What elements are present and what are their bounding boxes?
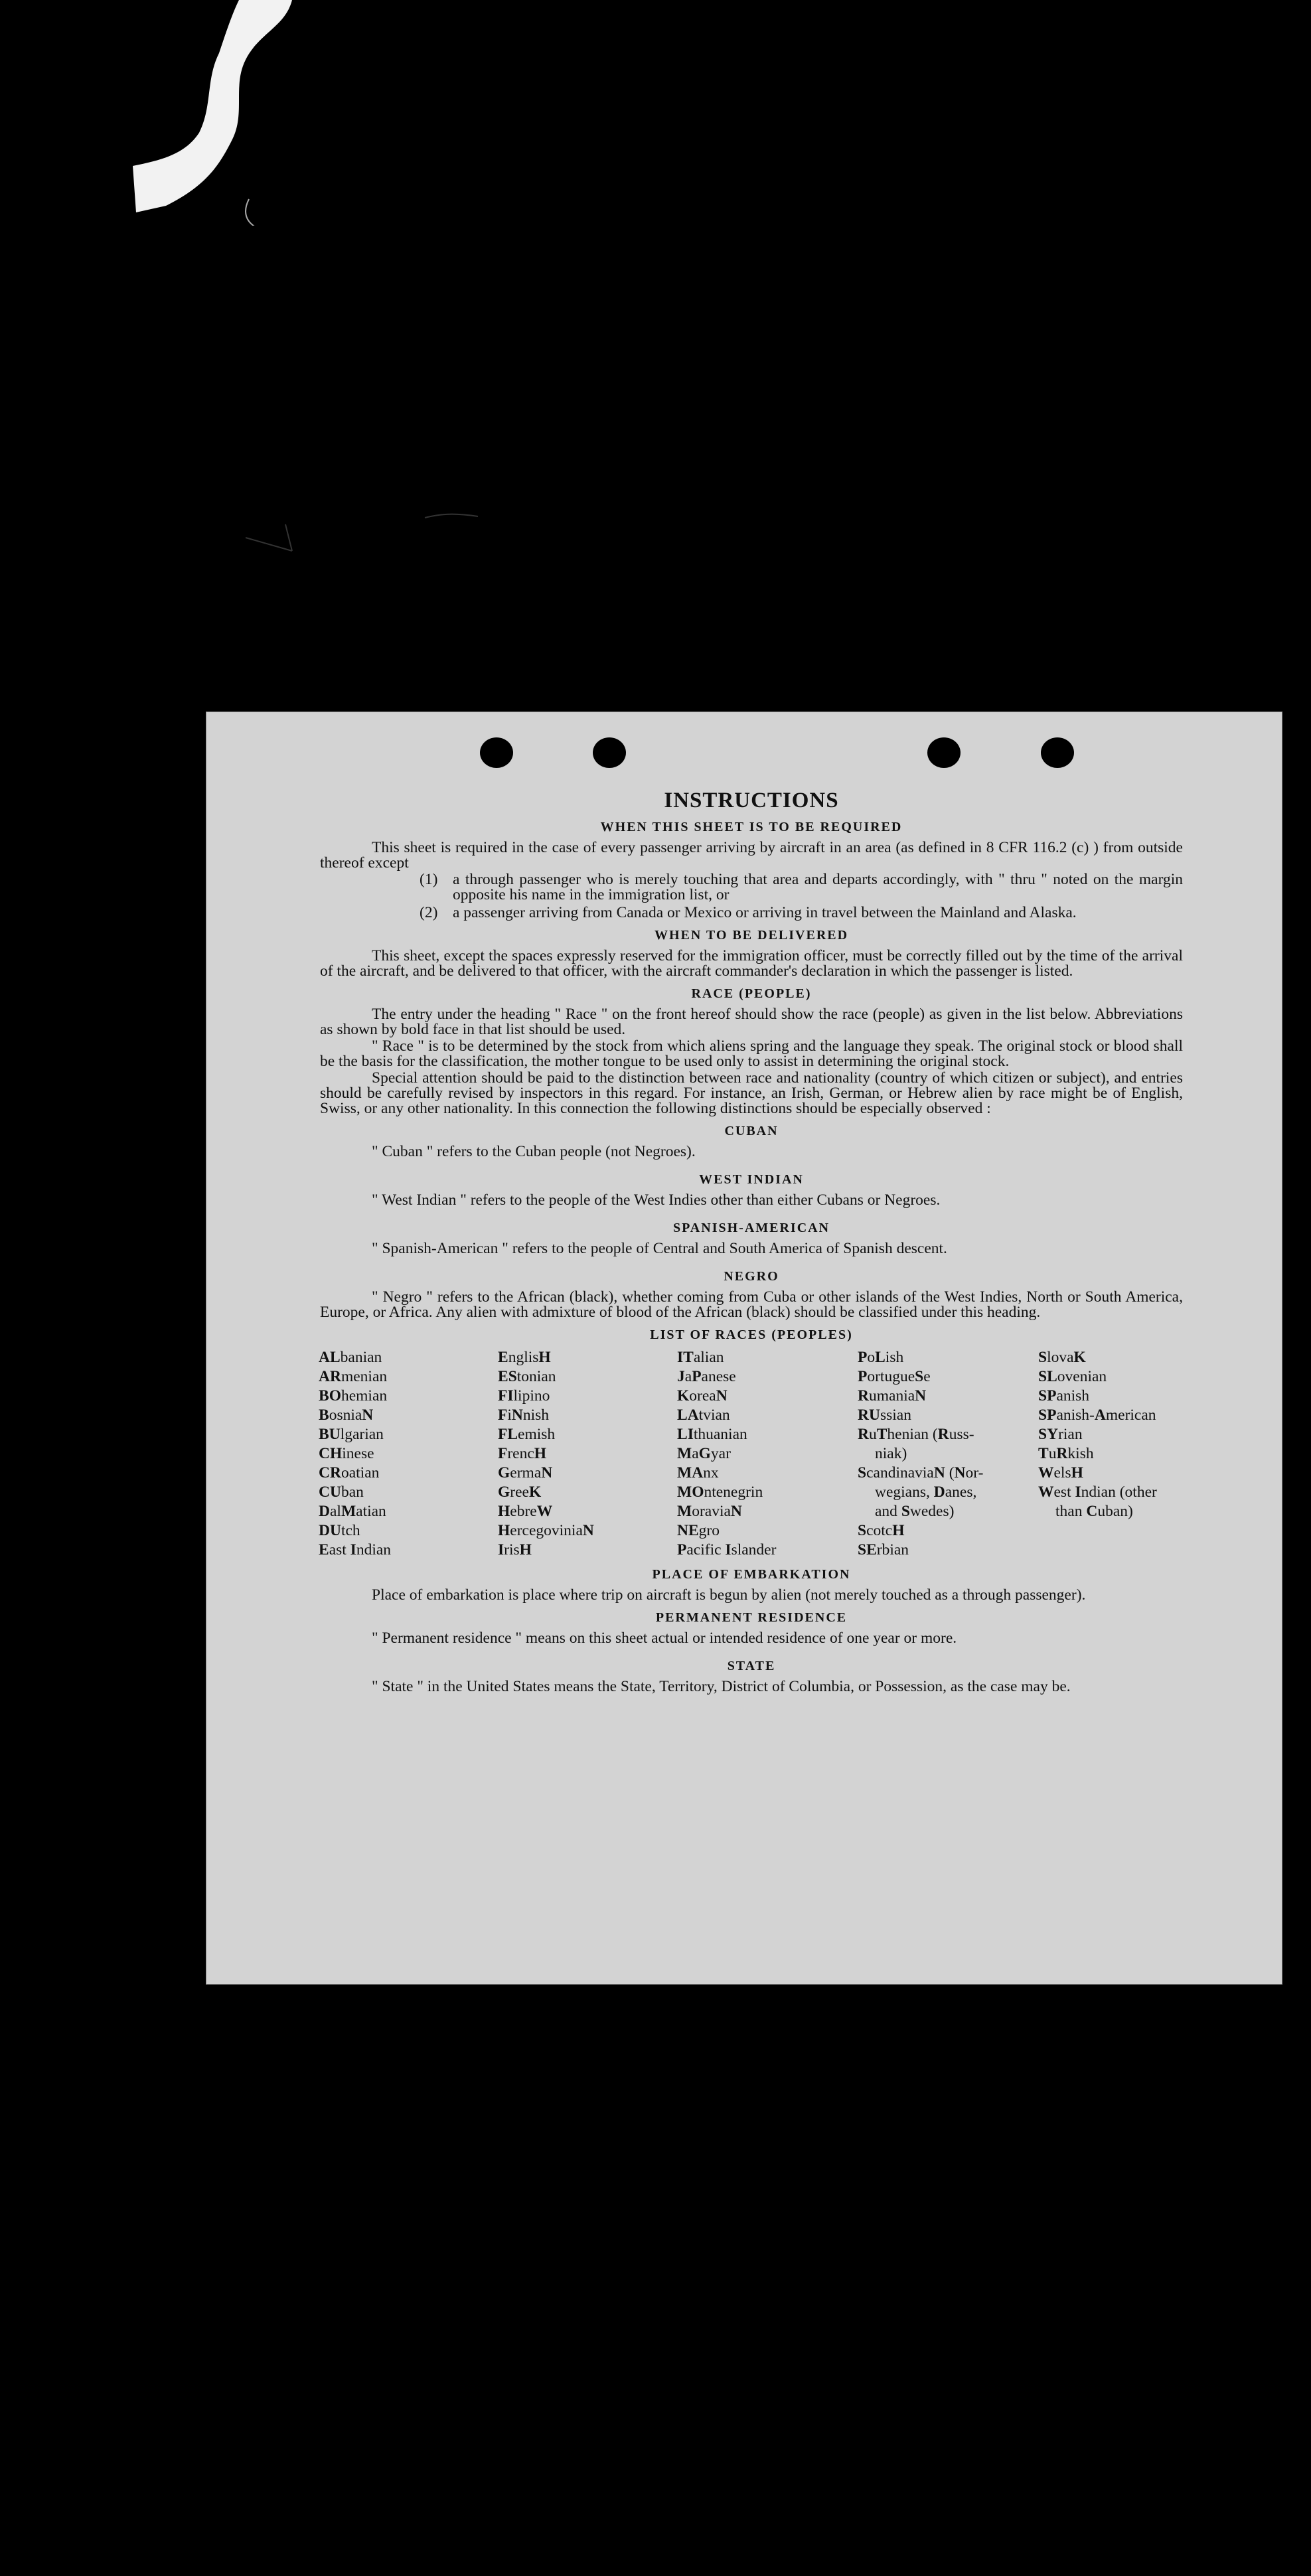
paragraph: This sheet is required in the case of every passenger arriving by aircraft in an area (as defined in 8 CFR 116.2 (c) ) from outside thereof except	[320, 839, 1183, 871]
race-entry: RuThenian (Russ-	[858, 1426, 974, 1443]
race-entry: ALbanian	[319, 1349, 382, 1366]
section-heading-list-of-races: LIST OF RACES (PEOPLES)	[650, 1327, 853, 1342]
section-heading-negro: NEGRO	[724, 1269, 779, 1284]
race-entry: FiNnish	[498, 1406, 550, 1424]
races-column	[1038, 1348, 1192, 1560]
list-item	[420, 905, 1183, 921]
race-entry: RUssian	[858, 1406, 911, 1424]
race-entry: PortugueSe	[858, 1368, 931, 1385]
race-entry: BUlgarian	[319, 1426, 384, 1443]
race-entry: RumaniaN	[858, 1387, 927, 1404]
race-entry: SErbian	[858, 1541, 909, 1558]
instruction-sheet	[206, 712, 1282, 1985]
race-entry: HebreW	[498, 1503, 553, 1520]
paragraph: The entry under the heading " Race " on the front hereof should show the race (people) as given in the list below. Abbreviations as shown by bold face in that list should be used.	[320, 1006, 1183, 1038]
race-entry: CUban	[319, 1483, 364, 1501]
race-entry: MOntenegrin	[677, 1483, 763, 1501]
section-heading-cuban: CUBAN	[724, 1124, 779, 1138]
punch-hole	[480, 737, 513, 768]
races-column	[319, 1348, 498, 1560]
race-entry: East Indian	[319, 1541, 392, 1558]
race-entry: BosniaN	[319, 1406, 374, 1424]
paragraph: " Race " is to be determined by the stock from which aliens spring and the language they speak. The original stock or blood shall be the basis for the classification, the mother tongue to be used only to assist in determining the original stock.	[320, 1037, 1183, 1070]
section-heading-race: RACE (PEOPLE)	[691, 986, 812, 1001]
race-entry: LAtvian	[677, 1406, 730, 1424]
race-entry: SPanish-American	[1038, 1406, 1156, 1424]
race-entry: PoLish	[858, 1349, 904, 1366]
race-entry: MAnx	[677, 1464, 719, 1481]
race-entry: CHinese	[319, 1445, 374, 1462]
list-item	[420, 872, 1183, 903]
race-entry: MaGyar	[677, 1445, 731, 1462]
section-heading-permanent-residence: PERMANENT RESIDENCE	[655, 1610, 848, 1625]
races-column	[677, 1348, 858, 1560]
race-entry: SYrian	[1038, 1426, 1083, 1443]
race-entry: FrencH	[498, 1445, 547, 1462]
paragraph: Place of embarkation is place where trip on aircraft is begun by alien (not merely touched as a through passenger).	[372, 1586, 1086, 1604]
paragraph: Special attention should be paid to the distinction between race and nationality (country of which citizen or subject), and entries should be carefully revised by inspectors in this regard. For instance, an Irish, German, or Hebrew alien by race might be of English, Swiss, or any other nationality. In this connection the following distinctions should be especially observed :	[320, 1069, 1183, 1117]
race-entry: ITalian	[677, 1349, 724, 1366]
punch-hole	[1041, 737, 1074, 768]
race-entry: CRoatian	[319, 1464, 380, 1481]
punch-hole	[593, 737, 626, 768]
race-entry: WelsH	[1038, 1464, 1083, 1481]
list-text: a through passenger who is merely touching that area and departs accordingly, with " thru " noted on the margin opposite his name in the immigration list, or	[453, 871, 1183, 903]
page-title: INSTRUCTIONS	[664, 789, 839, 812]
races-table	[319, 1348, 1183, 1560]
races-column	[498, 1348, 677, 1560]
section-heading-spanish-american: SPANISH-AMERICAN	[672, 1221, 830, 1235]
section-heading-embarkation: PLACE OF EMBARKATION	[652, 1567, 851, 1582]
race-entry: SPanish	[1038, 1387, 1090, 1404]
race-entry: niak)	[875, 1445, 907, 1462]
section-heading-west-indian: WEST INDIAN	[699, 1172, 804, 1187]
race-entry: EnglisH	[498, 1349, 551, 1366]
race-entry: MoraviaN	[677, 1503, 742, 1520]
race-entry: HercegoviniaN	[498, 1522, 594, 1539]
race-entry: SlovaK	[1038, 1349, 1086, 1366]
section-heading-when-required: WHEN THIS SHEET IS TO BE REQUIRED	[600, 820, 903, 834]
punch-hole	[927, 737, 961, 768]
instructions-content	[320, 789, 1183, 1696]
paragraph: This sheet, except the spaces expressly reserved for the immigration officer, must be correctly filled out by the time of the arrival of the aircraft, and be delivered to that officer, with the aircraft commander's declaration in which the passenger is listed.	[320, 947, 1183, 980]
race-entry: wegians, Danes,	[875, 1483, 977, 1501]
race-entry: TuRkish	[1038, 1445, 1094, 1462]
race-entry: and Swedes)	[875, 1503, 955, 1520]
list-number: (2)	[420, 904, 438, 921]
race-entry: DUtch	[319, 1522, 360, 1539]
paragraph: " Permanent residence " means on this sheet actual or intended residence of one year or more.	[372, 1629, 957, 1647]
list-text: a passenger arriving from Canada or Mexico or arriving in travel between the Mainland and Alaska.	[453, 904, 1077, 921]
race-entry: DalMatian	[319, 1503, 386, 1520]
race-entry: KoreaN	[677, 1387, 728, 1404]
film-scratch-marks	[239, 504, 504, 571]
race-entry: LIthuanian	[677, 1426, 747, 1443]
section-heading-when-delivered: WHEN TO BE DELIVERED	[654, 928, 849, 943]
race-entry: GermaN	[498, 1464, 553, 1481]
race-entry: NEgro	[677, 1522, 720, 1539]
race-entry: FIlipino	[498, 1387, 550, 1404]
race-entry: IrisH	[498, 1541, 532, 1558]
list-number: (1)	[420, 871, 438, 888]
race-entry: EStonian	[498, 1368, 556, 1385]
paragraph: " State " in the United States means the State, Territory, District of Columbia, or Possession, as the case may be.	[372, 1678, 1071, 1695]
race-entry: than Cuban)	[1055, 1503, 1133, 1520]
section-heading-state: STATE	[727, 1659, 776, 1673]
paragraph: " West Indian " refers to the people of the West Indies other than either Cubans or Negroes.	[372, 1191, 941, 1209]
race-entry: ScotcH	[858, 1522, 905, 1539]
race-entry: BOhemian	[319, 1387, 388, 1404]
races-column	[858, 1348, 1038, 1560]
race-entry: Pacific Islander	[677, 1541, 777, 1558]
race-entry: FLemish	[498, 1426, 556, 1443]
race-entry: ScandinaviaN (Nor-	[858, 1464, 984, 1481]
film-scrap-artifact	[126, 0, 378, 226]
race-entry: SLovenian	[1038, 1368, 1107, 1385]
paragraph: " Spanish-American " refers to the people of Central and South America of Spanish descent.	[372, 1240, 947, 1257]
race-entry: JaPanese	[677, 1368, 736, 1385]
race-entry: West Indian (other	[1038, 1483, 1157, 1501]
race-entry: ARmenian	[319, 1368, 388, 1385]
paragraph: " Cuban " refers to the Cuban people (not Negroes).	[372, 1143, 696, 1160]
paragraph: " Negro " refers to the African (black), whether coming from Cuba or other islands of the West Indies, North or South America, Europe, or Africa. Any alien with admixture of blood of the African (black) should be classified under this heading.	[320, 1288, 1183, 1321]
race-entry: GreeK	[498, 1483, 542, 1501]
